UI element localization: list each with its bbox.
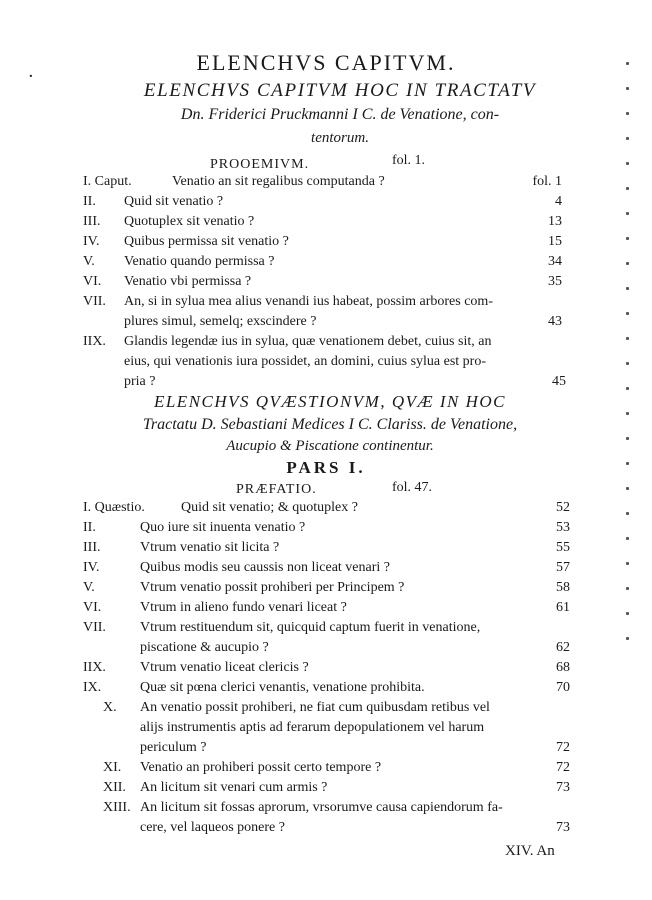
section-fol: fol. 47. bbox=[392, 480, 433, 495]
entry-page: 57 bbox=[556, 560, 570, 575]
entry-number: VI. bbox=[83, 274, 102, 289]
entry-text: An, si in sylua mea alius venandi ius habeat, possim arbores com- bbox=[124, 294, 493, 309]
entry-page: 53 bbox=[556, 520, 570, 535]
entry-page: 58 bbox=[556, 580, 570, 595]
subtitle-line-2: Dn. Friderici Pruckmanni I C. de Venatione, con- bbox=[180, 106, 500, 123]
heading2-line-2: Tractatu D. Sebastiani Medices I C. Clariss. de Venatione, bbox=[142, 416, 518, 433]
list-item bbox=[0, 294, 652, 314]
pars-heading: PARS I. bbox=[286, 458, 366, 477]
list-item bbox=[0, 520, 652, 540]
entry-text: An venatio possit prohiberi, ne fiat cum quibusdam retibus vel bbox=[140, 700, 490, 715]
entry-text-cont: piscatione & aucupio ? bbox=[140, 640, 269, 655]
entry-number: VII. bbox=[83, 294, 106, 309]
list-item bbox=[0, 600, 652, 620]
entry-text: Venatio vbi permissa ? bbox=[124, 274, 252, 289]
entry-number: XII. bbox=[103, 780, 126, 795]
list-item bbox=[0, 540, 652, 560]
entry-text-cont: periculum ? bbox=[140, 740, 207, 755]
entry-page: 68 bbox=[556, 660, 570, 675]
section-praefatio: PRÆFATIO. bbox=[236, 482, 317, 497]
entry-text: Quo iure sit inuenta venatio ? bbox=[140, 520, 306, 535]
entry-number: IV. bbox=[83, 234, 100, 249]
list-item bbox=[0, 620, 652, 640]
entry-text: An licitum sit fossas aprorum, vrsorumve causa capiendorum fa- bbox=[140, 800, 503, 815]
entry-text: Venatio an sit regalibus computanda ? bbox=[172, 174, 385, 189]
entry-page: 34 bbox=[548, 254, 562, 269]
list-item bbox=[0, 660, 652, 680]
entry-number: V. bbox=[83, 254, 95, 269]
list-item bbox=[0, 580, 652, 600]
subtitle-line-3: tentorum. bbox=[311, 130, 369, 146]
entry-page: 45 bbox=[552, 374, 566, 389]
entry-text: Quotuplex sit venatio ? bbox=[124, 214, 255, 229]
list-item bbox=[0, 334, 652, 354]
list-item bbox=[0, 254, 652, 274]
entry-text: An licitum sit venari cum armis ? bbox=[140, 780, 328, 795]
entry-text-cont: alijs instrumentis aptis ad ferarum depopulationem vel harum bbox=[140, 720, 485, 735]
entry-number: XI. bbox=[103, 760, 122, 775]
entry-number: I. Caput. bbox=[83, 174, 132, 189]
catchword: XIV. An bbox=[505, 843, 555, 859]
list-item bbox=[0, 234, 652, 254]
entry-page: 4 bbox=[555, 194, 562, 209]
list-item bbox=[0, 174, 652, 194]
list-item bbox=[0, 274, 652, 294]
entry-number: I. Quæstio. bbox=[83, 500, 145, 515]
entry-number: IIX. bbox=[83, 334, 106, 349]
list-item bbox=[0, 700, 652, 720]
page-title: ELENCHVS CAPITVM. bbox=[196, 50, 456, 75]
entry-text: Quibus modis seu caussis non liceat venari ? bbox=[140, 560, 391, 575]
heading2-line-3: Aucupio & Piscatione continentur. bbox=[226, 438, 434, 454]
entry-number: II. bbox=[83, 520, 96, 535]
entry-page: 43 bbox=[548, 314, 562, 329]
entry-page: 13 bbox=[548, 214, 562, 229]
entry-number: VII. bbox=[83, 620, 106, 635]
subtitle-line-1: ELENCHVS CAPITVM HOC IN TRACTATV bbox=[143, 80, 537, 101]
entry-page: 35 bbox=[548, 274, 562, 289]
section-fol: fol. 1. bbox=[392, 153, 426, 168]
entry-text: Glandis legendæ ius in sylua, quæ venationem debet, cuius sit, an bbox=[124, 334, 492, 349]
list-item-continuation bbox=[0, 354, 652, 374]
entry-number: IX. bbox=[83, 680, 102, 695]
entry-number: III. bbox=[83, 540, 101, 555]
entry-text-cont: cere, vel laqueos ponere ? bbox=[140, 820, 285, 835]
list-item-continuation bbox=[0, 740, 652, 760]
entry-page: 72 bbox=[556, 760, 570, 775]
list-item-continuation bbox=[0, 820, 652, 840]
entry-number: X. bbox=[103, 700, 117, 715]
list-item bbox=[0, 500, 652, 520]
list-item-continuation bbox=[0, 374, 652, 394]
entry-text-cont: pria ? bbox=[124, 374, 156, 389]
entry-page: 55 bbox=[556, 540, 570, 555]
list-item bbox=[0, 680, 652, 700]
entry-text: Quæ sit pœna clerici venantis, venatione prohibita. bbox=[140, 680, 425, 695]
entry-number: VI. bbox=[83, 600, 102, 615]
entry-text: Vtrum restituendum sit, quicquid captum fuerit in venatione, bbox=[140, 620, 481, 635]
entry-page: 73 bbox=[556, 820, 570, 835]
list-item bbox=[0, 194, 652, 214]
entry-page: 70 bbox=[556, 680, 570, 695]
entry-text-cont: plures simul, semelq; exscindere ? bbox=[124, 314, 317, 329]
list-item-continuation bbox=[0, 640, 652, 660]
entry-text: Vtrum venatio possit prohiberi per Principem ? bbox=[140, 580, 405, 595]
entry-page: 61 bbox=[556, 600, 570, 615]
entry-text: Quid sit venatio ? bbox=[124, 194, 224, 209]
entry-page: fol. 1 bbox=[532, 174, 562, 189]
entry-text: Vtrum venatio liceat clericis ? bbox=[140, 660, 309, 675]
entry-page: 52 bbox=[556, 500, 570, 515]
entry-text: Quid sit venatio; & quotuplex ? bbox=[181, 500, 358, 515]
list-item bbox=[0, 780, 652, 800]
entry-text-cont: eius, qui venationis iura possidet, an domini, cuius sylua est pro- bbox=[124, 354, 487, 369]
entry-page: 73 bbox=[556, 780, 570, 795]
entry-text: Vtrum in alieno fundo venari liceat ? bbox=[140, 600, 347, 615]
entry-number: II. bbox=[83, 194, 96, 209]
list-item bbox=[0, 214, 652, 234]
entry-text: Venatio an prohiberi possit certo tempore ? bbox=[140, 760, 382, 775]
entry-number: IIX. bbox=[83, 660, 106, 675]
entry-number: V. bbox=[83, 580, 95, 595]
entry-text: Venatio quando permissa ? bbox=[124, 254, 275, 269]
entry-page: 62 bbox=[556, 640, 570, 655]
list-item-continuation bbox=[0, 314, 652, 334]
list-item-continuation bbox=[0, 720, 652, 740]
list-item bbox=[0, 760, 652, 780]
entry-text: Vtrum venatio sit licita ? bbox=[140, 540, 280, 555]
margin-mark: · bbox=[28, 66, 34, 87]
entry-number: III. bbox=[83, 214, 101, 229]
entry-page: 15 bbox=[548, 234, 562, 249]
list-item bbox=[0, 800, 652, 820]
entry-number: XIII. bbox=[103, 800, 131, 815]
list-item bbox=[0, 560, 652, 580]
section-prooemium: PROOEMIVM. bbox=[210, 157, 310, 172]
entry-page: 72 bbox=[556, 740, 570, 755]
heading2-line-1: ELENCHVS QVÆSTIONVM, QVÆ IN HOC bbox=[153, 392, 507, 411]
entry-text: Quibus permissa sit venatio ? bbox=[124, 234, 289, 249]
entry-number: IV. bbox=[83, 560, 100, 575]
